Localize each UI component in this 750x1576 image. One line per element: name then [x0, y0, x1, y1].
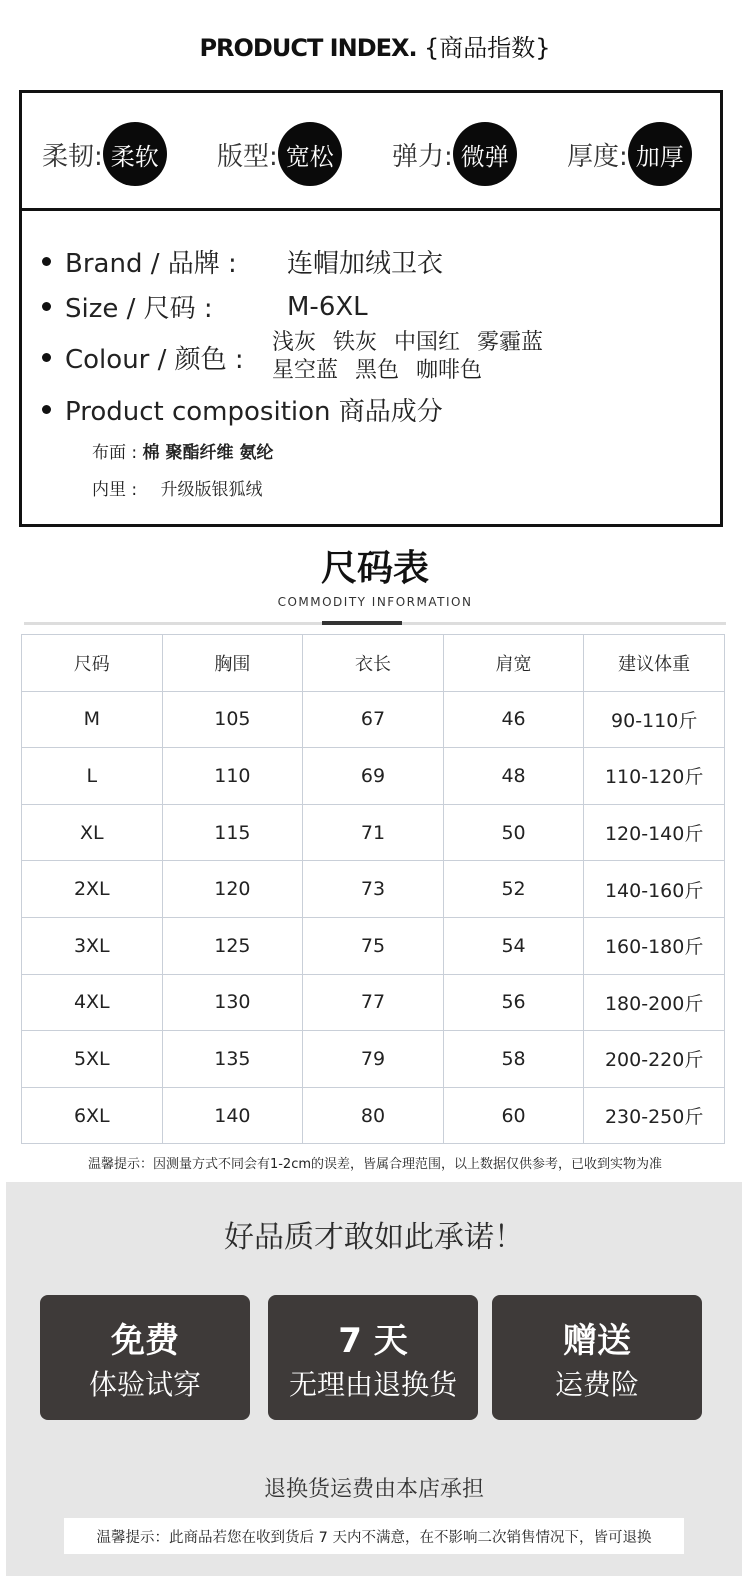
spec-box — [19, 90, 723, 527]
table-row — [22, 974, 725, 1031]
table-cell: 230-250斤 — [584, 1087, 725, 1144]
table-row — [22, 1031, 725, 1088]
promise-card-text: 无理由退换货 — [288, 1368, 457, 1401]
attribute-fit — [217, 123, 342, 185]
promise-card-heading: 免费 — [111, 1321, 179, 1361]
return-policy-tip: 温馨提示：此商品若您在收到货后 7 天内不满意，在不影响二次销售情况下，皆可退换 — [64, 1518, 684, 1554]
table-cell: 77 — [303, 974, 444, 1031]
info-composition-label: Product composition 商品成分 — [65, 397, 443, 427]
column-header: 胸围 — [162, 635, 303, 692]
promise-card-free-trial — [40, 1295, 250, 1420]
bullet-icon — [42, 302, 51, 311]
header-title-en: PRODUCT INDEX. — [199, 34, 417, 62]
table-cell: 3XL — [22, 917, 163, 974]
table-cell: 140-160斤 — [584, 861, 725, 918]
column-header: 建议体重 — [584, 635, 725, 692]
table-cell: 60 — [443, 1087, 584, 1144]
attribute-value-badge: 宽松 — [278, 122, 342, 186]
promise-section — [6, 1182, 742, 1576]
colour-item: 铁灰 — [333, 330, 378, 355]
info-colour — [42, 339, 244, 376]
return-shipping-note: 退换货运费由本店承担 — [263, 1477, 484, 1502]
lining-value: 升级版银狐绒 — [160, 480, 263, 500]
table-cell: 105 — [162, 691, 303, 748]
attribute-label: 柔韧: — [42, 141, 103, 172]
table-cell: 58 — [443, 1031, 584, 1088]
bullet-icon — [42, 405, 51, 414]
info-size-key: Size / 尺码 : — [65, 294, 213, 324]
colour-item: 雾霾蓝 — [477, 330, 544, 355]
bullet-icon — [42, 353, 51, 362]
column-header: 尺码 — [22, 635, 163, 692]
table-cell: 5XL — [22, 1031, 163, 1088]
size-table — [21, 634, 725, 1144]
table-cell: 120-140斤 — [584, 804, 725, 861]
table-row — [22, 804, 725, 861]
table-cell: M — [22, 691, 163, 748]
promise-card-heading: 赠送 — [563, 1321, 631, 1361]
attribute-label: 版型: — [217, 141, 278, 172]
table-cell: 2XL — [22, 861, 163, 918]
table-header-row — [22, 635, 725, 692]
table-row — [22, 691, 725, 748]
table-cell: 69 — [303, 748, 444, 805]
info-brand-key: Brand / 品牌 : — [65, 249, 237, 279]
table-cell: 56 — [443, 974, 584, 1031]
table-cell: 71 — [303, 804, 444, 861]
table-cell: 4XL — [22, 974, 163, 1031]
promise-card-text: 运费险 — [554, 1368, 639, 1401]
attribute-value-badge: 微弹 — [453, 122, 517, 186]
colour-list — [272, 329, 553, 385]
colour-item: 浅灰 — [272, 330, 317, 355]
table-row — [22, 1087, 725, 1144]
table-row — [22, 748, 725, 805]
colour-item: 黑色 — [355, 358, 400, 383]
colour-item: 咖啡色 — [416, 358, 483, 383]
table-cell: 135 — [162, 1031, 303, 1088]
promise-card-heading: 7 天 — [338, 1321, 408, 1361]
size-chart-tip: 温馨提示：因测量方式不同会有1-2cm的误差，皆属合理范围，以上数据仅供参考，已收到实物为准 — [87, 1157, 663, 1172]
table-cell: 200-220斤 — [584, 1031, 725, 1088]
table-cell: 80 — [303, 1087, 444, 1144]
table-cell: 180-200斤 — [584, 974, 725, 1031]
colour-item: 星空蓝 — [272, 358, 339, 383]
table-cell: XL — [22, 804, 163, 861]
table-cell: 52 — [443, 861, 584, 918]
table-cell: 90-110斤 — [584, 691, 725, 748]
table-cell: 75 — [303, 917, 444, 974]
table-cell: L — [22, 748, 163, 805]
table-cell: 67 — [303, 691, 444, 748]
fabric-value: 棉 聚酯纤维 氨纶 — [142, 443, 274, 463]
table-row — [22, 861, 725, 918]
table-cell: 125 — [162, 917, 303, 974]
attribute-row — [22, 93, 720, 211]
promise-title: 好品质才敢如此承诺！ — [224, 1220, 524, 1255]
attribute-value-badge: 加厚 — [628, 122, 692, 186]
table-cell: 79 — [303, 1031, 444, 1088]
attribute-value-badge: 柔软 — [103, 122, 167, 186]
attribute-label: 弹力: — [392, 141, 453, 172]
table-cell: 73 — [303, 861, 444, 918]
column-header: 肩宽 — [443, 635, 584, 692]
fabric-line — [92, 438, 273, 463]
table-cell: 115 — [162, 804, 303, 861]
attribute-label: 厚度: — [567, 141, 628, 172]
column-header: 衣长 — [303, 635, 444, 692]
table-cell: 46 — [443, 691, 584, 748]
table-cell: 130 — [162, 974, 303, 1031]
info-size-value: M-6XL — [287, 291, 368, 322]
header-title-cn: {商品指数} — [424, 34, 551, 62]
table-cell: 110-120斤 — [584, 748, 725, 805]
promise-card-text: 体验试穿 — [88, 1368, 201, 1401]
info-brand-value: 连帽加绒卫衣 — [287, 249, 444, 279]
size-chart-divider-accent — [322, 621, 402, 625]
lining-label: 内里 : — [92, 480, 138, 500]
info-brand — [42, 243, 443, 280]
info-composition — [42, 391, 443, 428]
table-cell: 54 — [443, 917, 584, 974]
promise-card-shipping-insurance — [492, 1295, 702, 1420]
table-cell: 140 — [162, 1087, 303, 1144]
colour-item: 中国红 — [394, 330, 461, 355]
size-chart-title: 尺码表 — [320, 548, 429, 589]
size-chart-subtitle: COMMODITY INFORMATION — [277, 595, 473, 609]
table-cell: 6XL — [22, 1087, 163, 1144]
table-row — [22, 917, 725, 974]
lining-line — [92, 475, 263, 500]
attribute-softness — [42, 123, 167, 185]
table-cell: 110 — [162, 748, 303, 805]
table-cell: 48 — [443, 748, 584, 805]
attribute-thickness — [567, 123, 692, 185]
colour-line — [272, 357, 553, 385]
info-size — [42, 288, 368, 325]
table-cell: 50 — [443, 804, 584, 861]
colour-line — [272, 329, 553, 357]
table-cell: 120 — [162, 861, 303, 918]
bullet-icon — [42, 257, 51, 266]
fabric-label: 布面 : — [92, 443, 138, 463]
info-colour-key: Colour / 颜色 : — [65, 345, 244, 375]
promise-card-7-day-return — [268, 1295, 478, 1420]
table-cell: 160-180斤 — [584, 917, 725, 974]
attribute-elasticity — [392, 123, 517, 185]
product-index-header — [0, 28, 750, 63]
